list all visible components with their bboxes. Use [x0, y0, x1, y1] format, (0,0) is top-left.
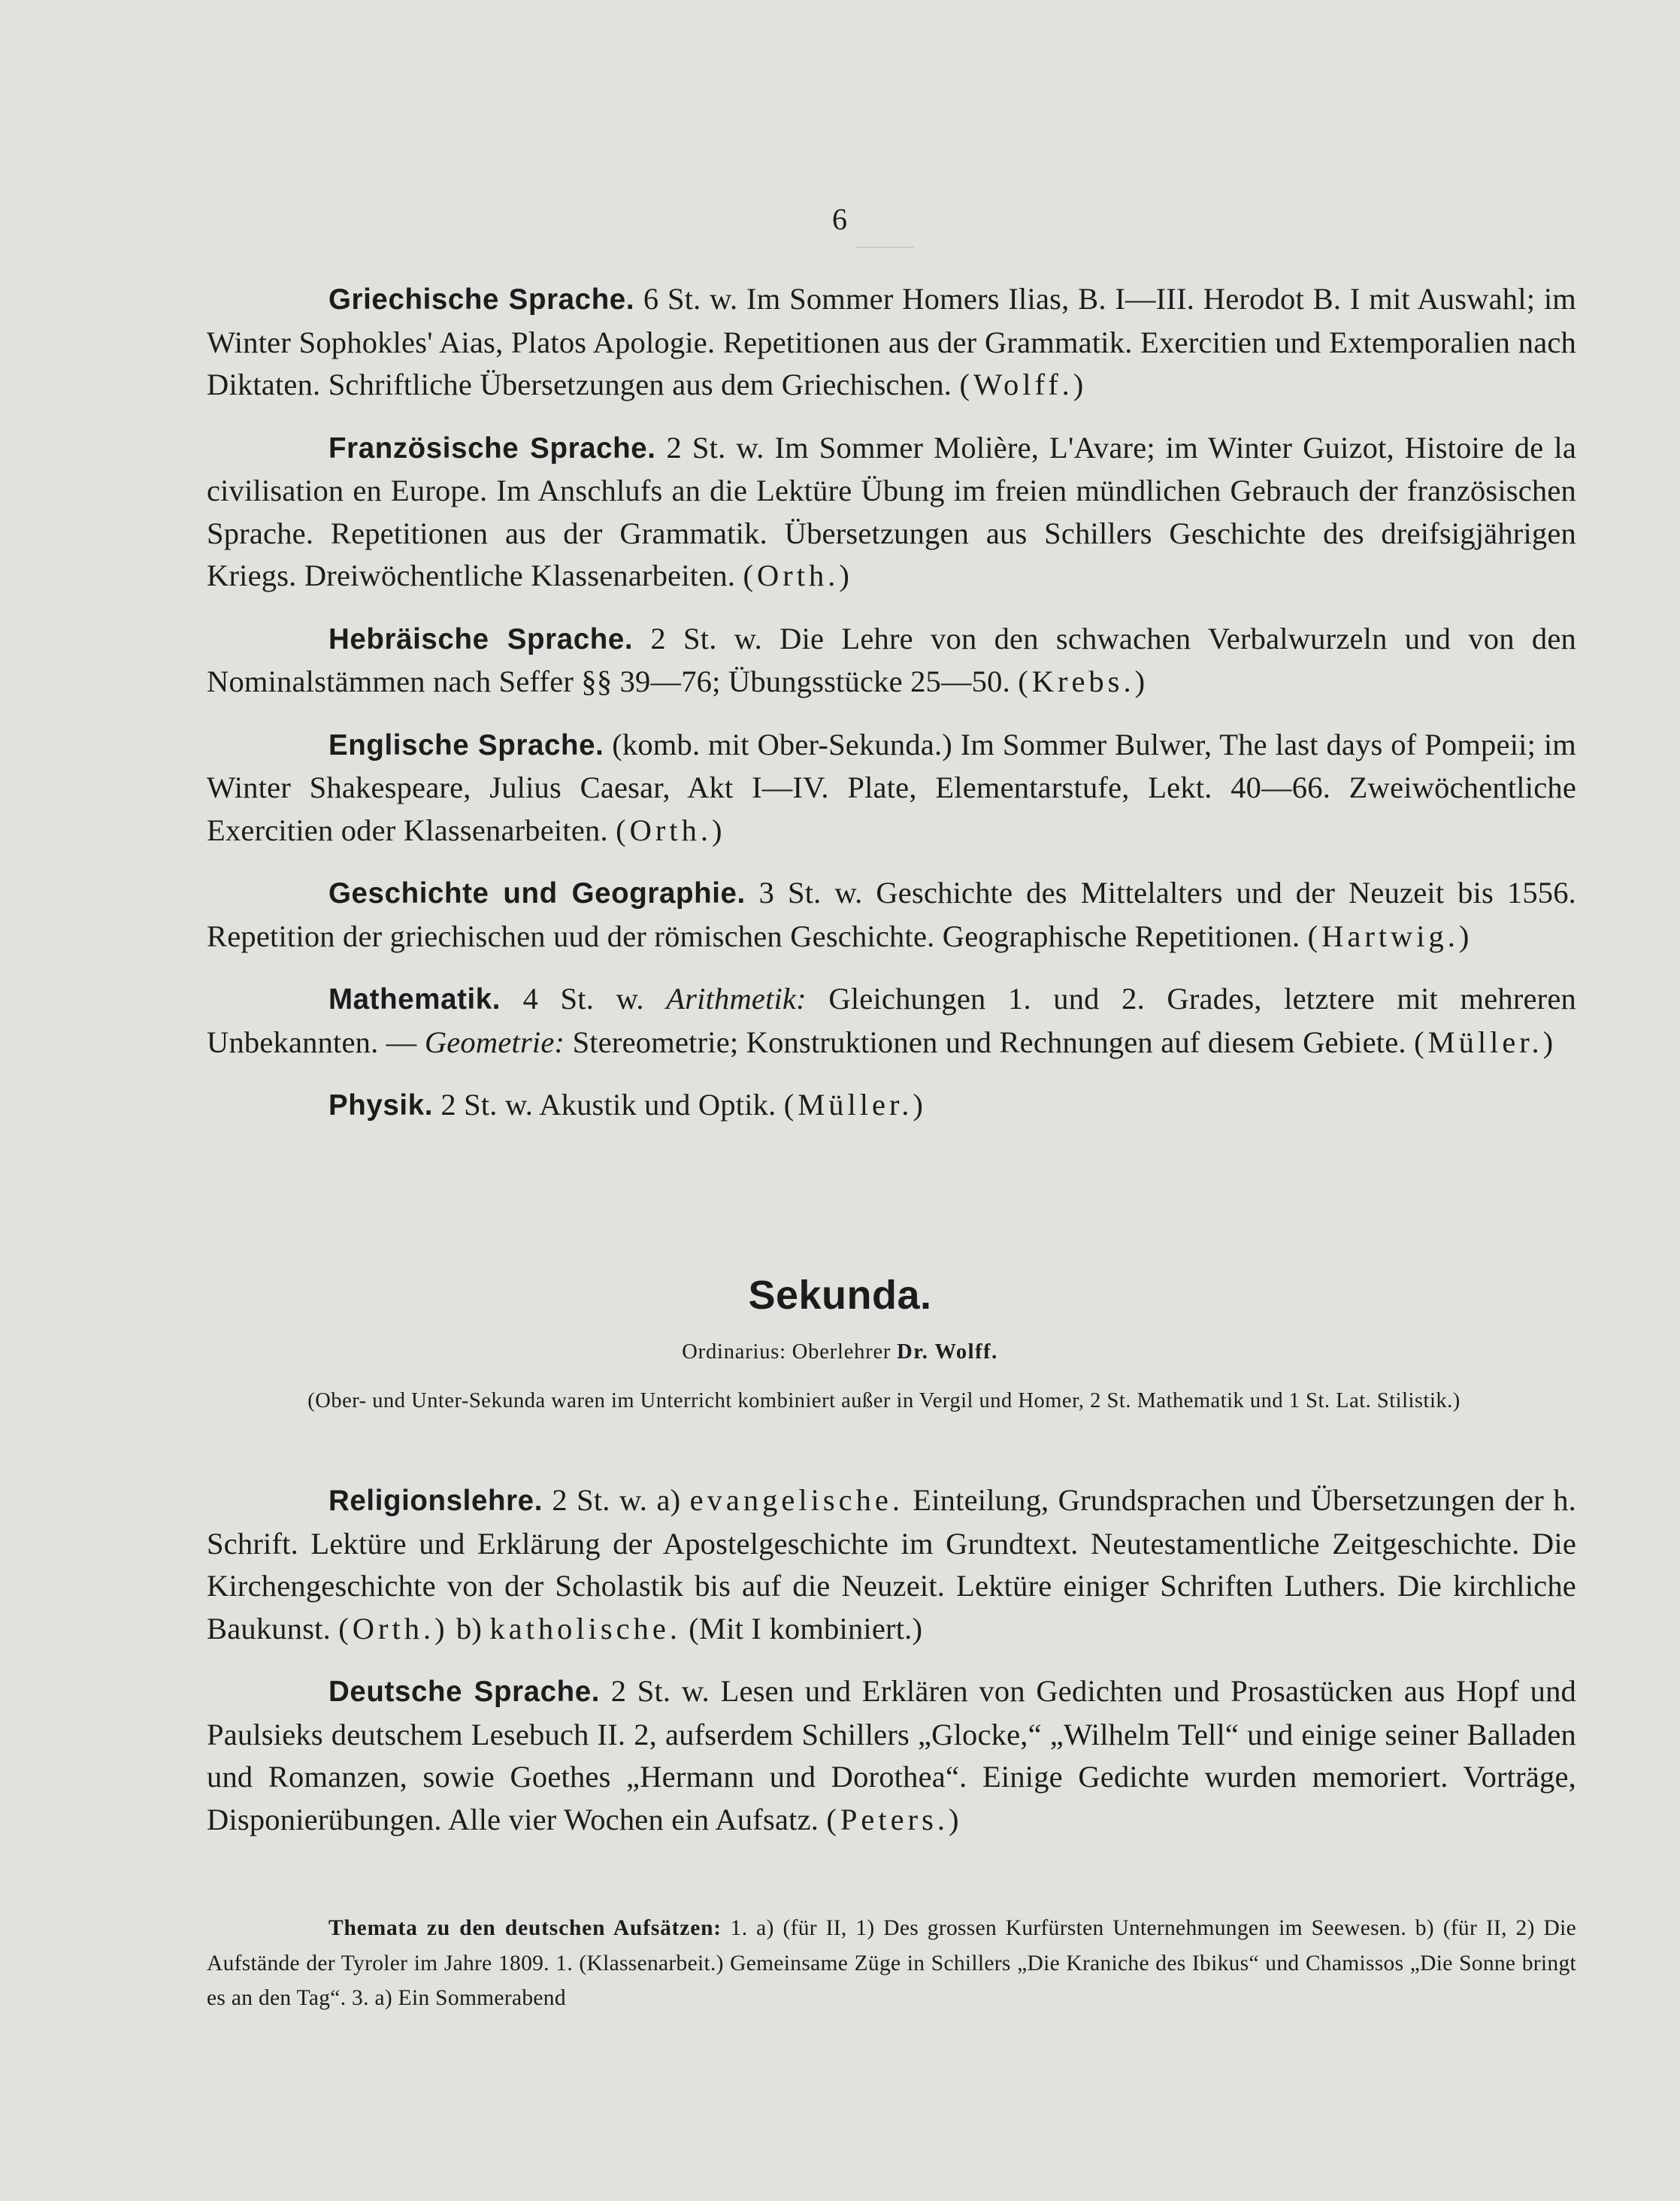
text-evangelisch: Einteilung, Grundsprachen und Übersetzungen der h. Schrift. Lektüre und Erklärung der Apostelgeschichte im Grundtext. Neutestamentliche Zeitgeschichte. Die Kirchengeschichte von der Scholastik bis auf die Neuzeit. Lektüre einiger Schriften Luthers. Die kirchliche Baukunst.	[207, 1483, 1576, 1645]
teacher-geschichte: (Hartwig.)	[1307, 919, 1473, 953]
ordinarius-prefix: Ordinarius: Oberlehrer	[682, 1340, 898, 1364]
paragraph-franzoesisch	[207, 427, 1576, 598]
text-katholisch: (Mit I kombiniert.)	[680, 1611, 923, 1645]
paragraph-englisch	[207, 724, 1576, 852]
text-katholisch-prefix: b)	[448, 1611, 490, 1645]
heading-geschichte: Geschichte und Geographie.	[328, 877, 746, 910]
heading-griechisch: Griechische Sprache.	[328, 283, 635, 316]
heading-englisch: Englische Sprache.	[328, 728, 604, 761]
teacher-franzoesisch: (Orth.)	[743, 559, 853, 592]
label-arithmetik: Arithmetik:	[666, 982, 807, 1016]
text-deutsch: 2 St. w. Lesen und Erklären von Gedichten und Prosastücken aus Hopf und Paulsieks deutschem Lesebuch II. 2, aufserdem Schillers „Glocke,“ „Wilhelm Tell“ und einige seiner Balladen und Romanzen, sowie Goethes „Hermann und Dorothea“. Einige Gedichte wurden memoriert. Vorträge, Disponierübungen. Alle vier Wochen ein Aufsatz.	[207, 1674, 1576, 1836]
teacher-mathematik: (Müller.)	[1414, 1025, 1557, 1059]
section-title-sekunda: Sekunda.	[748, 1273, 932, 1318]
ordinarius-line	[0, 1340, 1680, 1364]
themata-block	[207, 1911, 1576, 2016]
paragraph-deutsch	[207, 1670, 1576, 1841]
paragraph-physik	[207, 1084, 1576, 1128]
ordinarius-name: Dr. Wolff.	[897, 1340, 998, 1364]
teacher-physik: (Müller.)	[783, 1088, 927, 1122]
text-religion-intro: 2 St. w. a)	[543, 1483, 690, 1517]
teacher-englisch: (Orth.)	[616, 813, 726, 847]
paragraph-hebraeisch	[207, 618, 1576, 704]
text-franzoesisch: 2 St. w. Im Sommer Molière, L'Avare; im Winter Guizot, Histoire de la civilisation en Europe. Im Anschlufs an die Lektüre Übung im freien mündlichen Gebrauch der französischen Sprache. Repetitionen aus der Grammatik. Übersetzungen aus Schillers Geschichte des dreifsigjährigen Kriegs. Dreiwöchentliche Klassenarbeiten.	[207, 430, 1577, 592]
heading-deutsch: Deutsche Sprache.	[328, 1676, 601, 1708]
heading-physik: Physik.	[328, 1089, 434, 1122]
paragraph-mathematik	[207, 978, 1576, 1064]
text-physik: 2 St. w. Akustik und Optik.	[433, 1088, 784, 1122]
heading-franzoesisch: Französische Sprache.	[328, 431, 656, 465]
teacher-religion: (Orth.)	[338, 1611, 449, 1645]
paragraph-griechisch	[207, 278, 1576, 407]
heading-mathematik: Mathematik.	[328, 983, 501, 1016]
label-geometrie: Geometrie:	[424, 1025, 565, 1059]
text-englisch: (komb. mit Ober-Sekunda.) Im Sommer Bulwer, The last days of Pompeii; im Winter Shakespeare, Julius Caesar, Akt I—IV. Plate, Elementarstufe, Lekt. 40—66. Zweiwöchentliche Exercitien oder Klassenarbeiten.	[207, 727, 1576, 847]
subjects-before	[207, 278, 1576, 1128]
paragraph-religion	[207, 1479, 1576, 1650]
subjects-sekunda	[207, 1479, 1576, 1841]
heading-themata: Themata zu den deutschen Aufsätzen:	[328, 1916, 722, 1940]
teacher-hebraeisch: (Krebs.)	[1018, 665, 1149, 698]
heading-hebraeisch: Hebräische Sprache.	[328, 622, 634, 655]
page-number-rule	[855, 247, 914, 248]
teacher-griechisch: (Wolff.)	[959, 368, 1088, 401]
label-evangelisch: evangelische.	[689, 1483, 904, 1517]
page-number: 6	[832, 202, 848, 236]
text-arithmetik: Gleichungen 1. und 2. Grades, letztere mit mehreren Unbekannten. —	[207, 982, 1576, 1059]
text-hebraeisch: 2 St. w. Die Lehre von den schwachen Verbalwurzeln und von den Nominalstämmen nach Seffer §§ 39—76; Übungsstücke 25—50.	[207, 621, 1576, 698]
text-mathematik-intro: 4 St. w.	[501, 982, 667, 1016]
combination-note: (Ober- und Unter-Sekunda waren im Unterricht kombiniert außer in Vergil und Homer, 2 St. Mathematik und 1 St. Lat. Stilistik.)	[307, 1389, 1461, 1412]
label-katholisch: katholische.	[489, 1611, 681, 1645]
text-geschichte: 3 St. w. Geschichte des Mittelalters und der Neuzeit bis 1556. Repetition der griechischen uud der römischen Geschichte. Geographische Repetitionen.	[207, 876, 1576, 953]
paragraph-geschichte	[207, 872, 1576, 958]
heading-religion: Religionslehre.	[328, 1485, 543, 1517]
text-geometrie: Stereometrie; Konstruktionen und Rechnungen auf diesem Gebiete.	[565, 1025, 1415, 1059]
text-themata: 1. a) (für II, 1) Des grossen Kurfürsten Unternehmungen im Seewesen. b) (für II, 2) Die Aufstände der Tyroler im Jahre 1809. 1. (Klassenarbeit.) Gemeinsame Züge in Schillers „Die Kraniche des Ibikus“ und Chamissos „Die Sonne bringt es an den Tag“. 3. a) Ein Sommerabend	[207, 1916, 1576, 2010]
paragraph-themata	[207, 1911, 1576, 2016]
teacher-deutsch: (Peters.)	[826, 1802, 963, 1836]
text-griechisch: 6 St. w. Im Sommer Homers Ilias, B. I—III. Herodot B. I mit Auswahl; im Winter Sophokles' Aias, Platos Apologie. Repetitionen aus der Grammatik. Exercitien und Extemporalien nach Diktaten. Schriftliche Übersetzungen aus dem Griechischen.	[207, 282, 1576, 401]
